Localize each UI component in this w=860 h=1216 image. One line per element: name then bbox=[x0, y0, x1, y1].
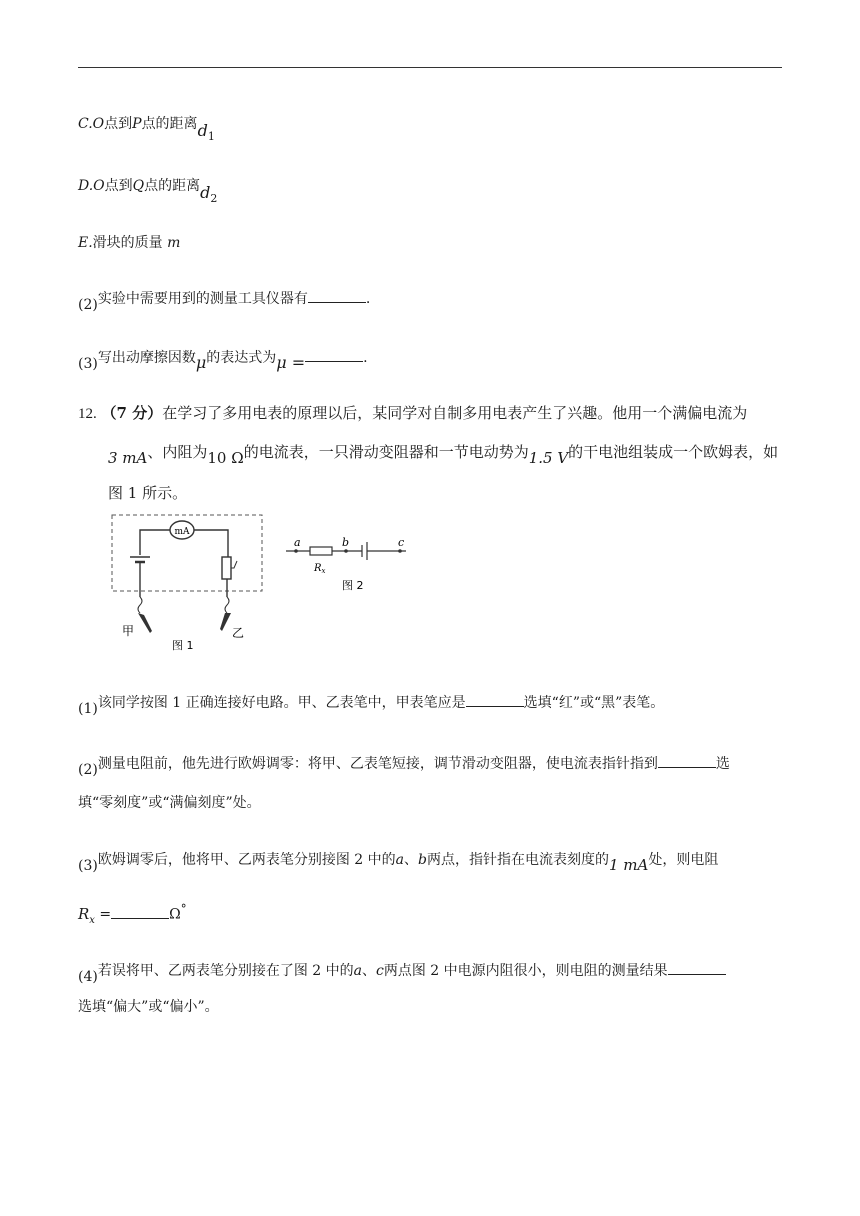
mu-symbol: μ bbox=[195, 353, 207, 372]
q12-part-4 bbox=[78, 960, 726, 985]
part-text: 欧姆调零后，他将甲、乙两表笔分别接图 2 中的 bbox=[97, 852, 396, 868]
current-reading: 1 mA bbox=[608, 856, 649, 874]
resistor-icon bbox=[310, 547, 332, 555]
equals: = bbox=[99, 906, 112, 923]
option-c-prefix: C.O bbox=[78, 116, 105, 132]
option-d bbox=[78, 175, 218, 206]
part-number: (1) bbox=[78, 701, 98, 717]
q12-intro bbox=[78, 402, 747, 423]
circuit-figures bbox=[100, 505, 420, 655]
option-c bbox=[78, 113, 215, 144]
option-d-prefix: D.O bbox=[78, 178, 105, 194]
emf-value: 1.5 V bbox=[528, 449, 569, 467]
fig2-point-c: c bbox=[398, 536, 405, 549]
part-number: (2) bbox=[78, 297, 98, 313]
q11-part-2 bbox=[78, 288, 371, 313]
part-number: (3) bbox=[78, 356, 98, 372]
q11-part-3 bbox=[78, 347, 368, 372]
separator: 、 bbox=[404, 852, 419, 868]
fig1-caption: 图 1 bbox=[172, 639, 194, 652]
answer-blank[interactable] bbox=[668, 960, 726, 975]
answer-blank[interactable] bbox=[111, 910, 169, 919]
q12-part-2-line-2: 填“零刻度”或“满偏刻度”处。 bbox=[78, 795, 261, 811]
var-d2: $d_2$ bbox=[200, 183, 218, 206]
option-c-text2: 点的距离 bbox=[141, 116, 198, 132]
q12-part-3 bbox=[78, 849, 719, 874]
part-number: (4) bbox=[78, 969, 98, 985]
part-text-2: 的表达式为 bbox=[206, 350, 277, 366]
fig2-point-a: a bbox=[294, 536, 301, 549]
point-c: c bbox=[376, 963, 384, 979]
fig2-caption: 图 2 bbox=[342, 579, 364, 592]
var-m: m bbox=[167, 235, 181, 251]
point-a: a bbox=[395, 852, 405, 868]
option-d-text: 点到 bbox=[104, 178, 133, 194]
option-e bbox=[78, 232, 180, 252]
part-number: (2) bbox=[78, 762, 98, 778]
current-value: 3 mA bbox=[108, 449, 148, 467]
var-d1: $d_1$ bbox=[197, 121, 215, 144]
point-p: P bbox=[132, 116, 142, 132]
header-rule bbox=[78, 67, 782, 68]
point-q: Q bbox=[132, 178, 145, 194]
part-text-2: 两点图 2 中电源内阻很小，则电阻的测量结果 bbox=[383, 963, 668, 979]
text: 的电流表，一只滑动变阻器和一节电动势为 bbox=[243, 443, 529, 461]
part-text: 实验中需要用到的测量工具仪器有 bbox=[97, 291, 308, 307]
fig2-rx-label: $R_x$ bbox=[314, 563, 326, 575]
probe-yi-label: 乙 bbox=[232, 626, 245, 640]
part-text: 写出动摩擦因数 bbox=[97, 350, 196, 366]
text: 的干电池组装成一个欧姆表，如 bbox=[568, 443, 779, 461]
answer-blank[interactable] bbox=[308, 288, 366, 303]
option-e-text: 滑块的质量 bbox=[92, 235, 163, 251]
separator: 、 bbox=[362, 963, 377, 979]
answer-blank[interactable] bbox=[466, 692, 524, 707]
mu-expression: μ = bbox=[276, 353, 306, 372]
q12-line-2 bbox=[108, 441, 779, 467]
q12-part-3-line-2 bbox=[78, 902, 187, 926]
period: . bbox=[365, 291, 371, 307]
part-text: 测量电阻前，他先进行欧姆调零：将甲、乙表笔短接，调节滑动变阻器，使电流表指针指到 bbox=[97, 756, 658, 772]
fig2-point-b: b bbox=[342, 536, 350, 549]
part-text-2: 两点，指针指在电流表刻度的 bbox=[426, 852, 609, 868]
q12-part-2 bbox=[78, 753, 730, 778]
question-intro: 在学习了多用电表的原理以后，某同学对自制多用电表产生了兴趣。他用一个满偏电流为 bbox=[162, 404, 748, 422]
part-text: 若误将甲、乙两表笔分别接在了图 2 中的 bbox=[97, 963, 354, 979]
point-a: a bbox=[353, 963, 363, 979]
part-number: (3) bbox=[78, 858, 98, 874]
part-text: 该同学按图 1 正确连接好电路。甲、乙表笔中，甲表笔应是 bbox=[97, 695, 466, 711]
q12-part-4-line-2: 选填“偏大”或“偏小”。 bbox=[78, 999, 219, 1015]
option-e-prefix: E. bbox=[78, 235, 93, 251]
ammeter-label: mA bbox=[174, 527, 190, 537]
option-c-text: 点到 bbox=[104, 116, 133, 132]
q12-line-3: 图 1 所示。 bbox=[108, 484, 188, 502]
answer-blank[interactable] bbox=[658, 753, 716, 768]
probe-jia-icon bbox=[138, 613, 152, 633]
part-tail: 选填“红”或“黑”表笔。 bbox=[523, 695, 665, 711]
question-score: （7 分） bbox=[101, 404, 163, 422]
probe-jia-label: 甲 bbox=[122, 624, 135, 638]
unit: Ω bbox=[169, 906, 181, 923]
answer-blank[interactable] bbox=[305, 347, 363, 362]
question-number: 12. bbox=[78, 406, 97, 422]
point-b: b bbox=[418, 852, 427, 868]
part-text-3: 处，则电阻 bbox=[648, 852, 719, 868]
resistance-value: 10 Ω bbox=[207, 449, 244, 467]
probe-yi-icon bbox=[220, 613, 231, 631]
q12-part-1 bbox=[78, 692, 665, 717]
part-tail: 选 bbox=[715, 756, 730, 772]
text: 、内阻为 bbox=[147, 443, 208, 461]
option-d-text2: 点的距离 bbox=[144, 178, 201, 194]
rx-symbol: $R_x$ bbox=[78, 904, 95, 926]
rheostat-icon bbox=[222, 557, 231, 579]
period: . bbox=[363, 350, 368, 366]
end-mark: ° bbox=[180, 902, 187, 916]
